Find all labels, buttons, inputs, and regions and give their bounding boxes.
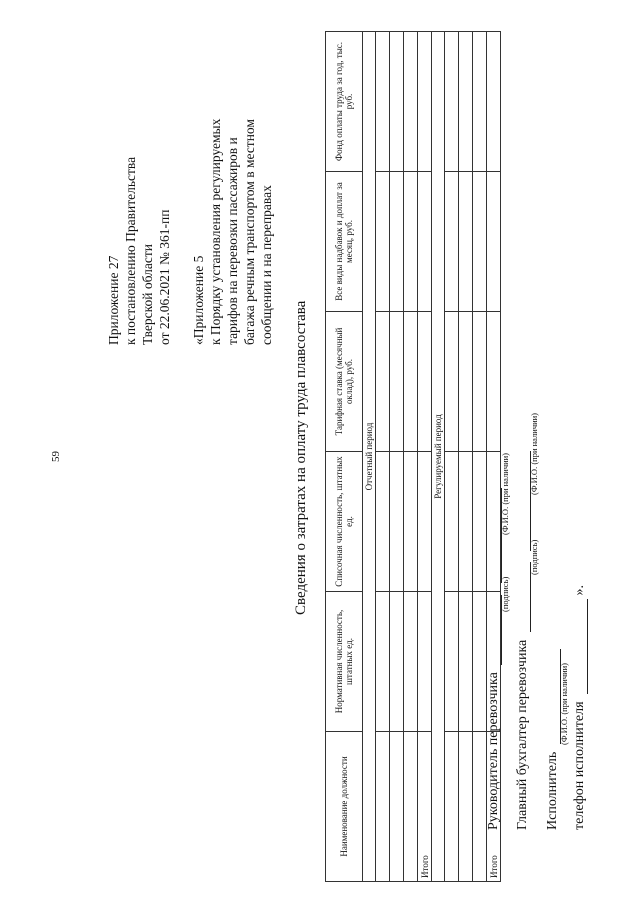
appendix-sub-line: сообщении и на переправах [259,185,274,345]
appendix-line: от 22.06.2021 № 361-пп [157,209,172,345]
table-row [404,32,418,882]
header-tariff-rate: Тарифная ставка (месячный оклад), руб. [326,312,363,452]
header-allowances: Все виды надбавок и доплат за месяц, руб. [326,172,363,312]
page-number: 59 [50,451,62,462]
accountant-signature-line [515,451,531,830]
table-row [459,32,473,882]
table-row [445,32,459,882]
table-row [418,32,432,882]
accountant-label: Главный бухгалтер перевозчика [515,639,530,830]
header-payroll-fund: Фонд оплаты труда за год, тыс. руб. [326,32,363,172]
appendix-sub-line: «Приложение 5 [191,255,206,345]
section-reporting-period: Отчетный период [363,32,376,882]
table-header-row [326,32,363,882]
total-label: Итого [418,732,432,882]
header-list-count: Списочная численность, штатных ед. [326,452,363,592]
table-row [473,32,487,882]
appendix-header [105,15,173,345]
hint-fio: (Ф.И.О. (при наличии) [559,662,569,745]
head-label: Руководитель перевозчика [486,672,501,830]
appendix-sub-line: к Порядку установления регулируемых [208,118,223,345]
appendix-line: Тверской области [140,244,155,345]
section-row [432,32,445,882]
hint-signature: (подпись) [529,539,539,575]
header-normative-count: Нормативная численность, штатных ед. [326,592,363,732]
total-label: Итого [487,732,501,882]
appendix-line: к постановлению Правительства [123,156,138,345]
phone-line [572,585,588,830]
appendix-sub-line: багажа речным транспортом в местном [242,119,257,345]
appendix-sub-header [190,15,275,345]
phone-field [575,599,588,694]
hint-fio: (Ф.И.О. (при наличии) [500,452,510,535]
header-position: Наименование должности [326,732,363,882]
salary-table [325,31,501,882]
hint-fio: (Ф.И.О. (при наличии) [529,412,539,495]
table-row [376,32,390,882]
appendix-line: Приложение 27 [106,255,121,345]
section-regulated-period: Регулируемый период [432,32,445,882]
head-signature-line [486,488,502,830]
executor-label: Исполнитель [545,751,560,830]
phone-label: телефон исполнителя [572,701,587,830]
document-title: Сведения о затратах на оплату труда плавсостава [293,300,309,615]
closing-quote: ». [572,584,587,596]
appendix-sub-line: тарифов на перевозки пассажиров и [225,137,240,345]
table-row [390,32,404,882]
section-row [363,32,376,882]
hint-signature: (подпись) [500,576,510,612]
